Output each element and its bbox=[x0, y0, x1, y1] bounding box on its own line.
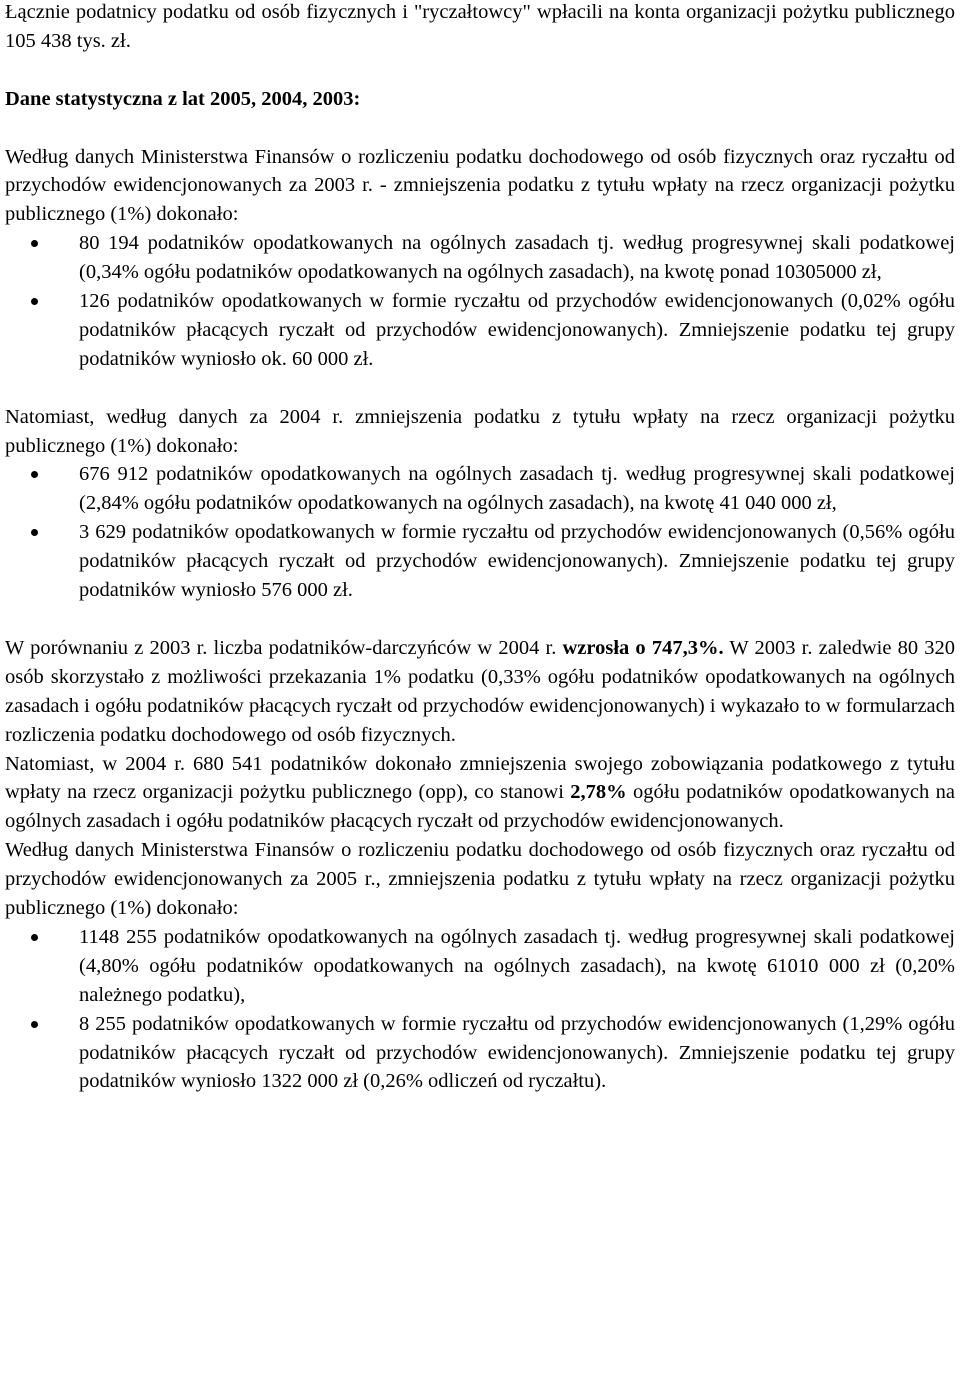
bullet-icon bbox=[31, 529, 38, 536]
list-item bbox=[5, 518, 955, 605]
percent-highlight: 2,78% bbox=[570, 781, 627, 804]
comparison-text: W porównaniu z 2003 r. liczba podatników-darczyńców w 2004 r. bbox=[5, 636, 563, 659]
bullet-icon bbox=[31, 240, 38, 247]
list-item bbox=[5, 287, 955, 374]
paragraph-2004-total bbox=[5, 750, 955, 837]
bullet-icon bbox=[31, 298, 38, 305]
paragraph-2005-intro: Według danych Ministerstwa Finansów o rozliczeniu podatku dochodowego od osób fizycznych oraz ryczałtu od przychodów ewidencjonowanych za 2005 r., zmniejszenia podatku z tytułu wpłaty na rzecz organizacji pożytku publicznego (1%) dokonało: bbox=[5, 839, 955, 920]
list-item bbox=[5, 229, 955, 287]
comparison-text-rest: W 2003 r. zaledwie 80 320 osób skorzystało z możliwości przekazania 1% podatku (0,33% ogółu podatników opodatkowanych na ogólnych zasadach i ogółu podatników płacących ryczałt od przychodów ewidencjonowanych) i wykazało to w formularzach rozliczenia podatku dochodowego od osób fizycznych. bbox=[5, 636, 955, 746]
document-page bbox=[5, 0, 955, 1096]
list-item bbox=[5, 1010, 955, 1097]
growth-highlight: wzrosła o 747,3%. bbox=[562, 636, 724, 659]
bullet-list-2004 bbox=[5, 460, 955, 605]
list-item-text: 676 912 podatników opodatkowanych na ogólnych zasadach tj. według progresywnej skali podatkowej (2,84% ogółu podatników opodatkowanych na ogólnych zasadach), na kwotę 41 040 000 zł, bbox=[79, 463, 955, 515]
paragraph-2004-intro: Natomiast, według danych za 2004 r. zmniejszenia podatku z tytułu wpłaty na rzecz organizacji pożytku publicznego (1%) dokonało: bbox=[5, 405, 955, 457]
list-item bbox=[5, 923, 955, 1010]
list-item-text: 80 194 podatników opodatkowanych na ogólnych zasadach tj. według progresywnej skali podatkowej (0,34% ogółu podatników opodatkowanych na ogólnych zasadach), na kwotę ponad 10305000 zł, bbox=[79, 232, 955, 284]
list-item-text: 1148 255 podatników opodatkowanych na ogólnych zasadach tj. według progresywnej skali podatkowej (4,80% ogółu podatników opodatkowanych na ogólnych zasadach), na kwotę 61010 000 zł (0,20% należnego podatku), bbox=[79, 925, 955, 1006]
list-item-text: 126 podatników opodatkowanych w formie ryczałtu od przychodów ewidencjonowanych (0,02% ogółu podatników płacących ryczałt od przychodów ewidencjonowanych). Zmniejszenie podatku tej grupy podatników wyniosło ok. 60 000 zł. bbox=[79, 290, 955, 370]
list-item-text: 8 255 podatników opodatkowanych w formie ryczałtu od przychodów ewidencjonowanych (1,29% ogółu podatników płacących ryczałt od przychodów ewidencjonowanych). Zmniejszenie podatku tej grupy podatników wyniosło 1322 000 zł (0,26% odliczeń od ryczałtu). bbox=[79, 1012, 955, 1093]
list-item bbox=[5, 460, 955, 518]
list-item-text: 3 629 podatników opodatkowanych w formie ryczałtu od przychodów ewidencjonowanych (0,56% ogółu podatników płacących ryczałt od przychodów ewidencjonowanych). Zmniejszenie podatku tej grupy podatników wyniosło 576 000 zł. bbox=[79, 521, 955, 602]
intro-paragraph: Łącznie podatnicy podatku od osób fizycznych i "ryczałtowcy" wpłacili na konta organizacji pożytku publicznego 105 438 tys. zł. bbox=[5, 1, 955, 52]
total-text: Natomiast, w 2004 r. 680 541 podatników dokonało zmniejszenia swojego zobowiązania podatkowego z tytułu wpłaty na rzecz organizacji pożytku publicznego (opp), co stanowi bbox=[5, 752, 955, 804]
paragraph-2003-intro: Według danych Ministerstwa Finansów o rozliczeniu podatku dochodowego od osób fizycznych oraz ryczałtu od przychodów ewidencjonowanych za 2003 r. - zmniejszenia podatku z tytułu wpłaty na rzecz organizacji pożytku publicznego (1%) dokonało: bbox=[5, 145, 955, 226]
total-text-rest: ogółu podatników opodatkowanych na ogólnych zasadach i ogółu podatników płacących ryczałt od przychodów ewidencjonowanych. bbox=[5, 781, 956, 833]
bullet-icon bbox=[31, 471, 38, 478]
section-heading: Dane statystyczna z lat 2005, 2004, 2003: bbox=[5, 87, 361, 110]
bullet-list-2005 bbox=[5, 923, 955, 1096]
bullet-icon bbox=[31, 1021, 38, 1028]
comparison-paragraph bbox=[5, 634, 955, 750]
bullet-icon bbox=[31, 934, 38, 941]
bullet-list-2003 bbox=[5, 229, 955, 374]
